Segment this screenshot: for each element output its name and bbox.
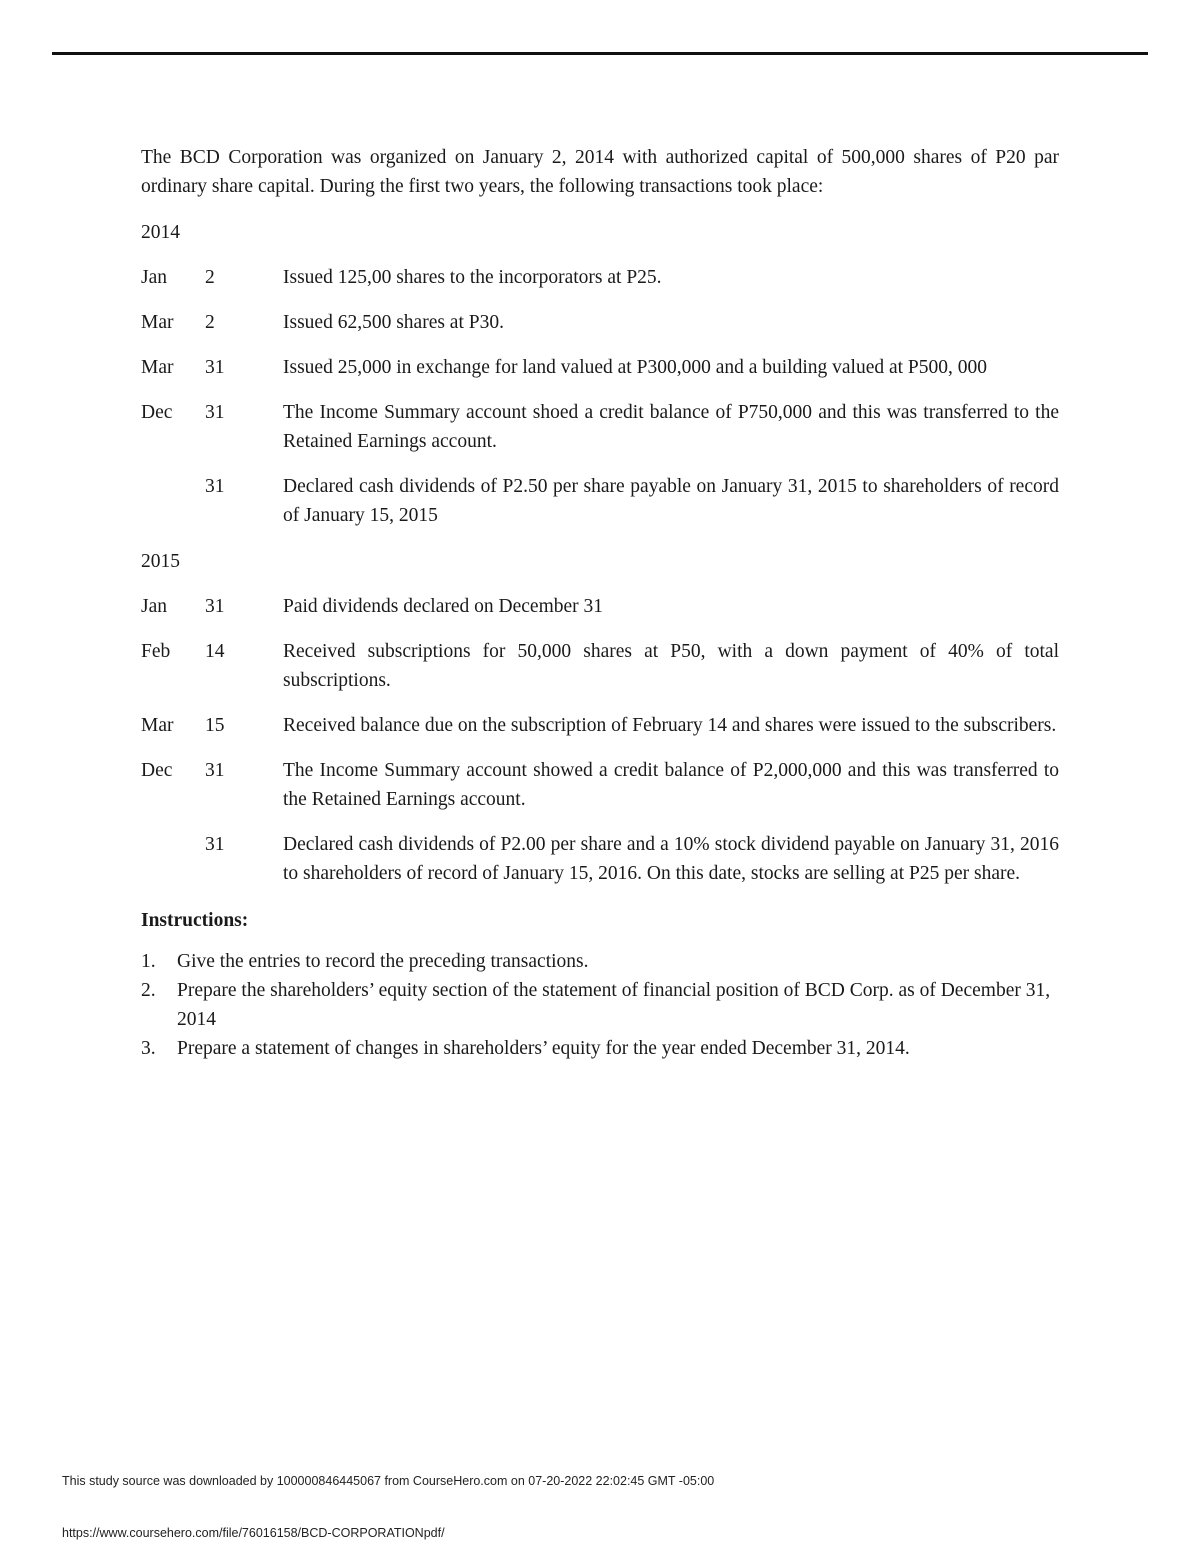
- transaction-row: [141, 637, 1059, 695]
- transaction-month: Dec: [141, 760, 173, 781]
- transaction-row: [141, 830, 1059, 888]
- transaction-row: [141, 592, 1059, 621]
- instructions-heading: Instructions:: [141, 910, 249, 931]
- intro-paragraph: The BCD Corporation was organized on January 2, 2014 with authorized capital of 500,000 shares of P20 par ordinary share capital. During the first two years, the following transactions took place:: [141, 147, 1059, 197]
- transaction-row: [141, 308, 1059, 337]
- transaction-day: 14: [205, 641, 225, 662]
- transaction-day: 31: [205, 760, 225, 781]
- instruction-number: 3.: [141, 1038, 156, 1059]
- transaction-description: Issued 125,00 shares to the incorporators at P25.: [283, 267, 662, 288]
- transaction-day: 31: [205, 402, 225, 423]
- instruction-item: [141, 1034, 1059, 1063]
- transaction-row: [141, 756, 1059, 814]
- instruction-number: 1.: [141, 951, 156, 972]
- instruction-item: [141, 976, 1059, 1034]
- transaction-description: Declared cash dividends of P2.50 per share payable on January 31, 2015 to shareholders of record of January 15, 2015: [283, 476, 1059, 526]
- transaction-row: [141, 472, 1059, 530]
- instruction-item: [141, 947, 1059, 976]
- transaction-description: Received balance due on the subscription of February 14 and shares were issued to the subscribers.: [283, 715, 1057, 736]
- source-url-link[interactable]: https://www.coursehero.com/file/76016158/BCD-CORPORATIONpdf/: [62, 1526, 445, 1540]
- transaction-month: [141, 472, 205, 530]
- transaction-description: The Income Summary account shoed a credit balance of P750,000 and this was transferred to the Retained Earnings account.: [283, 402, 1059, 452]
- instruction-text: Prepare the shareholders’ equity section of the statement of financial position of BCD Corp. as of December 31, 2014: [177, 980, 1051, 1030]
- document-body: [141, 143, 1059, 1063]
- transaction-description: Declared cash dividends of P2.00 per share and a 10% stock dividend payable on January 31, 2016 to shareholders of record of January 15, 2016. On this date, stocks are selling at P25 per share.: [283, 834, 1059, 884]
- instruction-text: Prepare a statement of changes in shareholders’ equity for the year ended December 31, 2014.: [177, 1038, 910, 1059]
- instruction-text: Give the entries to record the preceding transactions.: [177, 951, 589, 972]
- transaction-month: Mar: [141, 312, 174, 333]
- transaction-day: 31: [205, 596, 225, 617]
- transaction-day: 31: [205, 357, 225, 378]
- transaction-month: Dec: [141, 402, 173, 423]
- transaction-month: Jan: [141, 596, 167, 617]
- transaction-month: [141, 830, 205, 888]
- download-source-note: This study source was downloaded by 100000846445067 from CourseHero.com on 07-20-2022 22:02:45 GMT -05:00: [62, 1474, 715, 1488]
- transaction-month: Mar: [141, 715, 174, 736]
- instructions-list: [141, 947, 1059, 1063]
- transaction-description: Issued 25,000 in exchange for land valued at P300,000 and a building valued at P500, 000: [283, 357, 988, 378]
- year-heading-2015: 2015: [141, 551, 180, 572]
- transaction-day: 2: [205, 312, 215, 333]
- transaction-month: Feb: [141, 641, 171, 662]
- transaction-month: Jan: [141, 267, 167, 288]
- transaction-description: The Income Summary account showed a credit balance of P2,000,000 and this was transferred to the Retained Earnings account.: [283, 760, 1059, 810]
- transaction-description: Received subscriptions for 50,000 shares at P50, with a down payment of 40% of total subscriptions.: [283, 641, 1059, 691]
- transaction-day: 31: [205, 476, 225, 497]
- transaction-day: 15: [205, 715, 225, 736]
- transaction-row: [141, 711, 1059, 740]
- year-heading-2014: 2014: [141, 222, 180, 243]
- transaction-row: [141, 263, 1059, 292]
- transaction-row: [141, 398, 1059, 456]
- transaction-day: 2: [205, 267, 215, 288]
- transaction-description: Paid dividends declared on December 31: [283, 596, 604, 617]
- transaction-day: 31: [205, 834, 225, 855]
- top-rule: [52, 52, 1148, 55]
- transaction-month: Mar: [141, 357, 174, 378]
- transaction-description: Issued 62,500 shares at P30.: [283, 312, 504, 333]
- transaction-row: [141, 353, 1059, 382]
- instruction-number: 2.: [141, 980, 156, 1001]
